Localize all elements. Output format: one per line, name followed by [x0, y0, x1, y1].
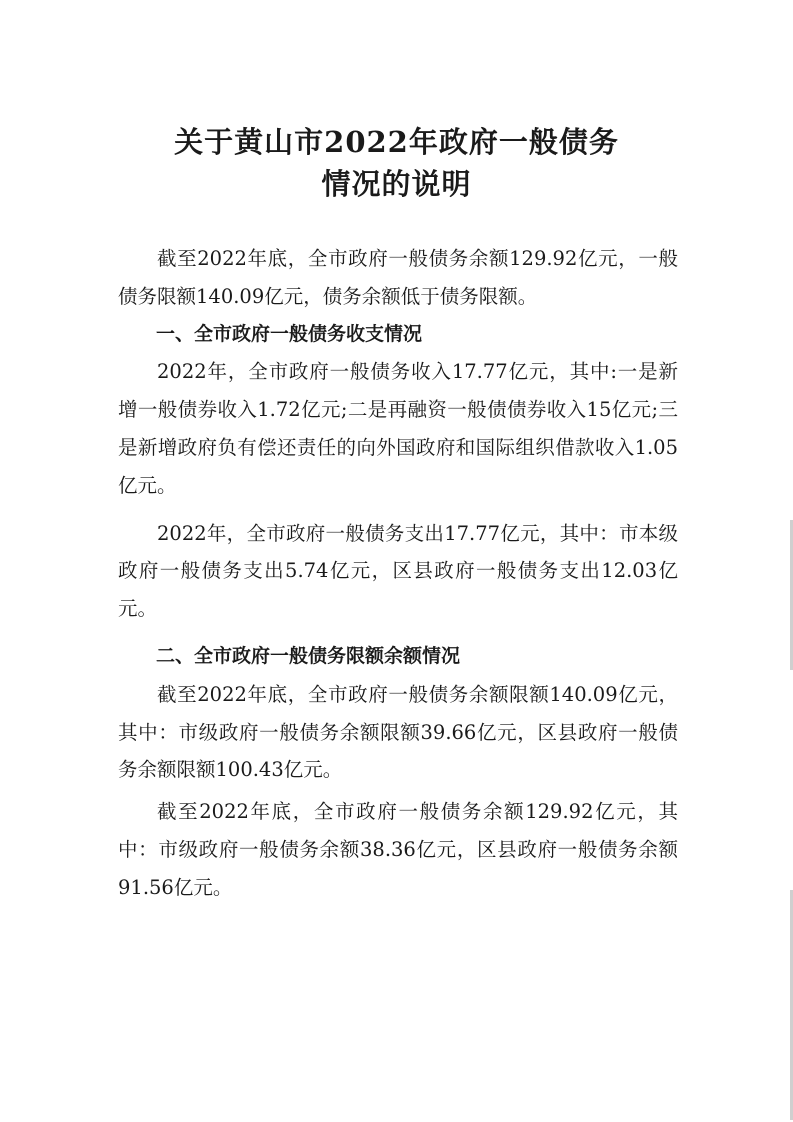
- section1-paragraph-income: 2022年，全市政府一般债务收入17.77亿元，其中:一是新增一般债券收入1.72亿元;二是再融资一般债债券收入15亿元;三是新增政府负有偿还责任的向外国政府和国际组织借款收入1.05亿元。: [118, 360, 678, 497]
- document-body: [118, 240, 678, 907]
- document-title-line2: 情况的说明: [321, 167, 472, 201]
- document-title-line1: 关于黄山市2022年政府一般债务: [174, 125, 619, 159]
- section2-heading: 二、全市政府一般债务限额余额情况: [156, 644, 461, 667]
- section1-paragraph-expense: 2022年，全市政府一般债务支出17.77亿元，其中：市本级政府一般债务支出5.74亿元，区县政府一般债务支出12.03亿元。: [118, 521, 678, 621]
- section2-paragraph-balance: 截至2022年底，全市政府一般债务余额129.92亿元，其中：市级政府一般债务余额38.36亿元，区县政府一般债务余额91.56亿元。: [118, 800, 678, 899]
- intro-paragraph: 截至2022年底，全市政府一般债务余额129.92亿元，一般债务限额140.09亿元，债务余额低于债务限额。: [118, 247, 678, 308]
- section1-heading: 一、全市政府一般债务收支情况: [156, 322, 423, 345]
- section2-paragraph-limit: 截至2022年底，全市政府一般债务余额限额140.09亿元，其中：市级政府一般债务余额限额39.66亿元，区县政府一般债务余额限额100.43亿元。: [118, 682, 678, 782]
